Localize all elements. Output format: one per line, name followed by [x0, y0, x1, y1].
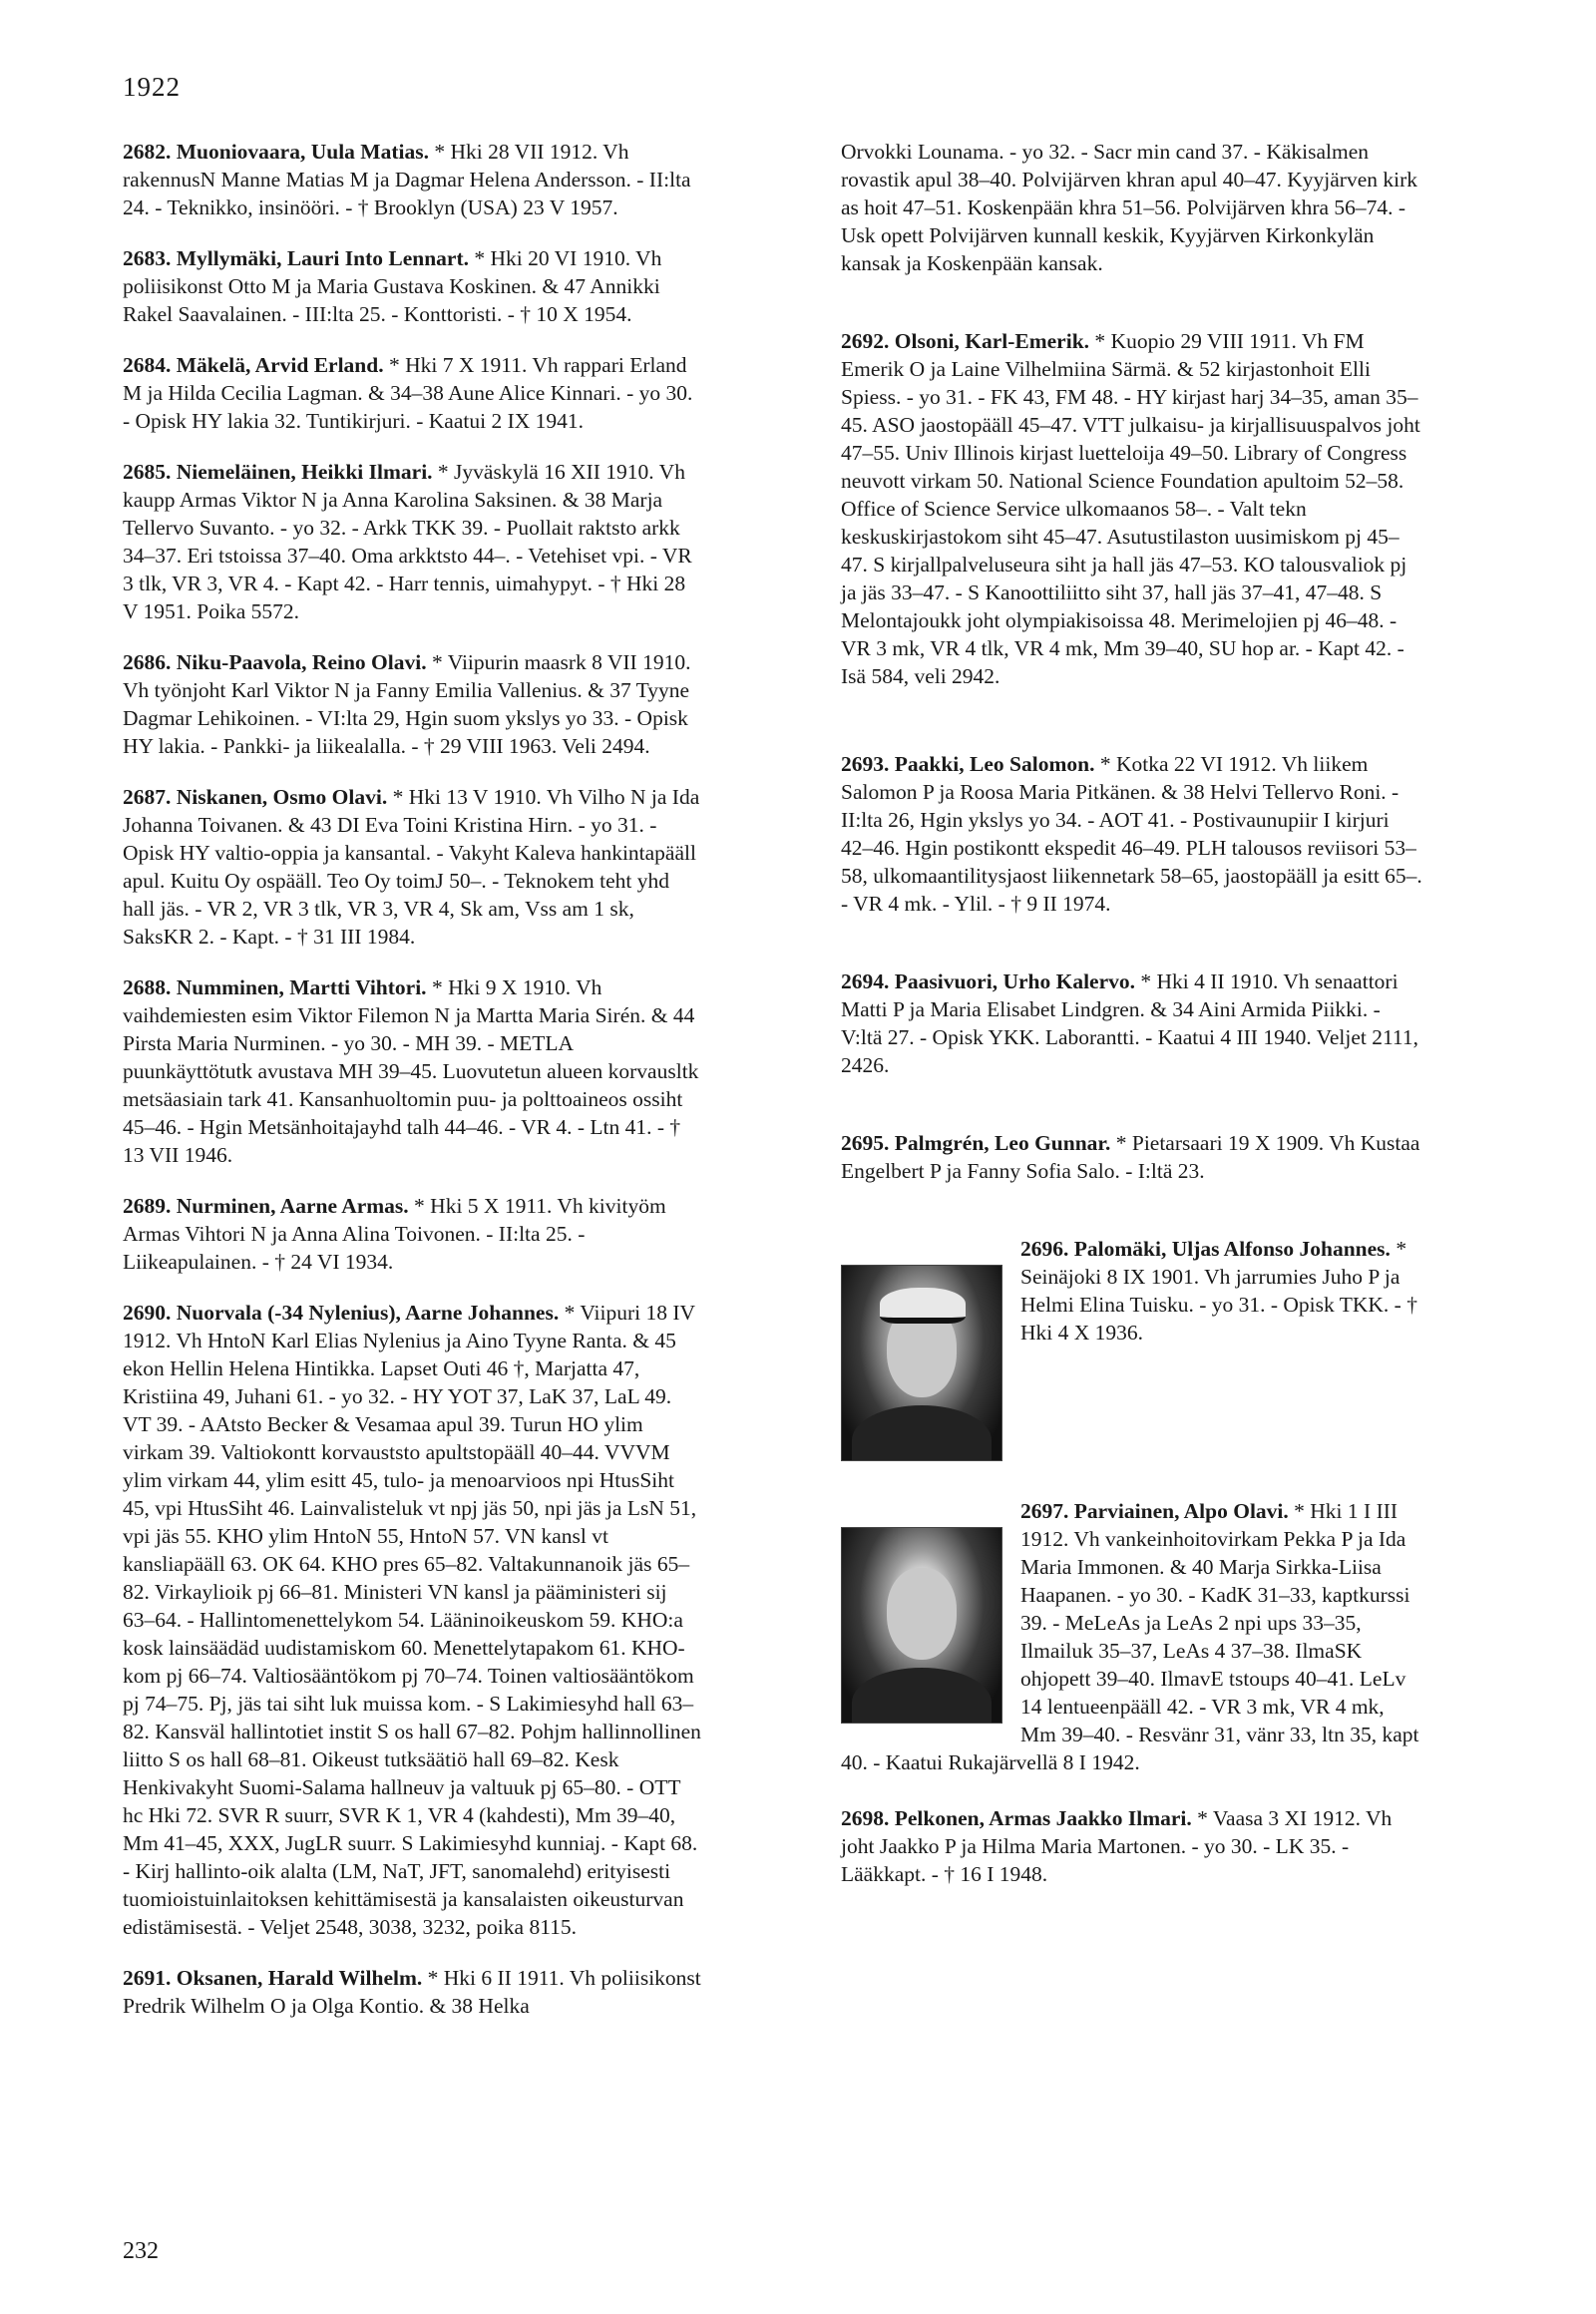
entry-number: 2685. [123, 460, 172, 484]
entry-number: 2690. [123, 1301, 172, 1325]
entry-text: * Hki 13 V 1910. Vh Vilho N ja Ida Johanna Toivanen. & 43 DI Eva Toini Kristina Hirn. - yo 31. - Opisk HY valtio-oppia ja kansantal. - Vakyht Kaleva hankintapääll apul. Kuitu Oy ospääll. Teo Oy toimJ 50–. - Teknokem teht yhd hall jäs. - VR 2, VR 3 tlk, VR 3, VR 4, Sk am, Vss am 1 sk, SaksKR 2. - Kapt. - † 31 III 1984. [123, 785, 700, 949]
entry-text: * Seinäjoki 8 IX 1901. Vh jarrumies Juho P ja Helmi Elina Tuisku. - yo 31. - Opisk TKK. - † Hki 4 X 1936. [1020, 1237, 1417, 1345]
entry-name: Myllymäki, Lauri Into Lennart. [176, 246, 470, 270]
entry-2688 [123, 973, 704, 1169]
portrait-photo [841, 1265, 1002, 1461]
entry-name: Nurminen, Aarne Armas. [176, 1194, 409, 1218]
entry-text: * Pietarsaari 19 X 1909. Vh Kustaa Engelbert P ja Fanny Sofia Salo. - I:ltä 23. [841, 1131, 1420, 1183]
entry-name: Paasivuori, Urho Kalervo. [894, 969, 1136, 993]
portrait-photo [841, 1527, 1002, 1724]
entry-2695 [841, 1129, 1422, 1185]
entry-name: Palmgrén, Leo Gunnar. [894, 1131, 1111, 1155]
entry-text: * Hki 1 I III 1912. Vh vankeinhoitovirkam Pekka P ja Ida Maria Immonen. & 40 Marja Sirkka-Liisa Haapanen. - yo 30. - KadK 31–33, kaptkurssi 39. - MeLeAs ja LeAs 2 npi ups 33–35, Ilmailuk 35–37, LeAs 4 37–38. IlmaSK ohjopett 39–40. IlmavE tstoups 40–41. LeLv 14 lentueenpääll 42. - VR 3 mk, VR 4 mk, Mm 39–40. - Resvänr 31, vänr 33, ltn 35, kapt 40. - Kaatui Rukajärvellä 8 I 1942. [841, 1499, 1419, 1774]
entry-name: Nuorvala (-34 Nylenius), Aarne Johannes. [176, 1301, 560, 1325]
entry-2686 [123, 648, 704, 760]
entry-name: Numminen, Martti Vihtori. [176, 975, 427, 999]
entry-2690 [123, 1299, 704, 1941]
entry-2694 [841, 967, 1422, 1079]
entry-text: * Hki 5 X 1911. Vh kivityöm Armas Vihtori N ja Anna Alina Toivonen. - II:lta 25. - Liikeapulainen. - † 24 VI 1934. [123, 1194, 666, 1274]
entry-name: Mäkelä, Arvid Erland. [176, 353, 384, 377]
entry-number: 2688. [123, 975, 172, 999]
entry-number: 2691. [123, 1966, 172, 1990]
entry-text: * Viipurin maasrk 8 VII 1910. Vh työnjoht Karl Viktor N ja Fanny Emilia Vallenius. & 37 Tyyne Dagmar Lehikoinen. - VI:lta 29, Hgin suom ykslys yo 33. - Opisk HY lakia. - Pankki- ja liikealalla. - † 29 VIII 1963. Veli 2494. [123, 650, 691, 758]
entry-text: * Kotka 22 VI 1912. Vh liikem Salomon P ja Roosa Maria Pitkänen. & 38 Helvi Tellervo Roni. - II:lta 26, Hgin ykslys yo 34. - AOT 41. - Postivaunupiir I kirjuri 42–46. Hgin postikontt ekspedit 46–49. PLH talousos reviisori 53–58, ulkomaantilitysjaost liikennetark 58–65, jaostopääll ja esitt 65–. - VR 4 mk. - Ylil. - † 9 II 1974. [841, 752, 1422, 916]
entry-number: 2694. [841, 969, 890, 993]
entry-number: 2684. [123, 353, 172, 377]
entry-2693 [841, 750, 1422, 918]
entry-number: 2689. [123, 1194, 172, 1218]
entry-2684 [123, 351, 704, 435]
entry-text: * Vaasa 3 XI 1912. Vh joht Jaakko P ja Hilma Maria Martonen. - yo 30. - LK 35. - Lääkkapt. - † 16 I 1948. [841, 1806, 1393, 1886]
entry-2683 [123, 244, 704, 328]
entry-text: * Kuopio 29 VIII 1911. Vh FM Emerik O ja Laine Vilhelmiina Särmä. & 52 kirjastonhoit Elli Spiess. - yo 31. - FK 43, FM 48. - HY kirjast harj 34–35, aman 35–45. ASO jaostopääll 45–47. VTT julkaisu- ja kirjallisuuspalvos joht 47–55. Univ Illinois kirjast luetteloija 49–50. Library of Congress neuvott virkam 50. National Science Foundation apultoim 52–58. Office of Science Service ulkomaanos 58–. - Valt tekn keskuskirjastokom siht 45–47. Asutustilaston uusimiskom pj 45–47. S kirjallpalveluseura siht ja hall jäs 47–53. KO talousvaliok pj ja jäs 33–47. - S Kanoottiliitto siht 37, hall jäs 37–41, 47–48. S Melontajoukk joht olympiakisoissa 48. Merimelojien pj 46–48. - VR 3 mk, VR 4 tlk, VR 4 mk, Mm 39–40, SU hop ar. - Kapt 42. - Isä 584, veli 2942. [841, 329, 1420, 688]
entry-2692 [841, 327, 1422, 690]
entry-2687 [123, 783, 704, 951]
entry-name: Oksanen, Harald Wilhelm. [176, 1966, 423, 1990]
page-number: 232 [123, 2238, 159, 2264]
entry-text: * Jyväskylä 16 XII 1910. Vh kaupp Armas Viktor N ja Anna Karolina Saksinen. & 38 Marja Tellervo Suvanto. - yo 32. - Arkk TKK 39. - Puollait raktsto arkk 34–37. Eri tstoissa 37–40. Oma arkktsto 44–. - Vetehiset vpi. - VR 3 tlk, VR 3, VR 4. - Kapt 42. - Harr tennis, uimahypyt. - † Hki 28 V 1951. Poika 5572. [123, 460, 692, 623]
page-year-header: 1922 [123, 72, 181, 102]
entry-name: Paakki, Leo Salomon. [894, 752, 1095, 776]
entry-number: 2697. [1020, 1499, 1069, 1523]
entry-text: * Hki 7 X 1911. Vh rappari Erland M ja Hilda Cecilia Lagman. & 34–38 Aune Alice Kinnari. - yo 30. - Opisk HY lakia 32. Tuntikirjuri. - Kaatui 2 IX 1941. [123, 353, 693, 433]
entry-2698 [841, 1804, 1422, 1888]
entry-2689 [123, 1192, 704, 1276]
entry-name: Pelkonen, Armas Jaakko Ilmari. [894, 1806, 1192, 1830]
entry-2682 [123, 138, 704, 221]
entry-name: Parviainen, Alpo Olavi. [1073, 1499, 1289, 1523]
entry-text: * Hki 6 II 1911. Vh poliisikonst Predrik Wilhelm O ja Olga Kontio. & 38 Helka [123, 1966, 701, 2018]
entry-name: Niemeläinen, Heikki Ilmari. [176, 460, 433, 484]
entry-number: 2686. [123, 650, 172, 674]
entry-number: 2696. [1020, 1237, 1069, 1261]
entry-2691-continued [841, 138, 1422, 277]
entry-2685 [123, 458, 704, 625]
entry-name: Palomäki, Uljas Alfonso Johannes. [1073, 1237, 1391, 1261]
entry-name: Niku-Paavola, Reino Olavi. [176, 650, 427, 674]
entry-number: 2687. [123, 785, 172, 809]
entry-text: Orvokki Lounama. - yo 32. - Sacr min cand 37. - Käkisalmen rovastik apul 38–40. Polvijärven khran apul 40–47. Kyyjärven kirk as hoit 47–51. Koskenpään khra 51–56. Polvijärven khra 56–74. - Usk opett Polvijärven kunnall keskik, Kyyjärven Kirkonkylän kansak ja Koskenpään kansak. [841, 140, 1418, 275]
entry-text: * Viipuri 18 IV 1912. Vh HntoN Karl Elias Nylenius ja Aino Tyyne Ranta. & 45 ekon Hellin Helena Hintikka. Lapset Outi 46 †, Marjatta 47, Kristiina 49, Juhani 61. - yo 32. - HY YOT 37, LaK 37, LaL 49. VT 39. - AAtsto Becker & Vesamaa apul 39. Turun HO ylim virkam 39. Valtiokontt korvauststo apultstopääll 40–44. VVVM ylim virkam 44, ylim esitt 45, tulo- ja menoarvioos npi HtusSiht 45, vpi HtusSiht 46. Lainvalisteluk vt npj jäs 50, npi jäs ja LsN 51, vpi jäs 55. KHO ylim HntoN 55, HntoN 57. VN kansl vt kansliapääll 63. OK 64. KHO pres 65–82. Valtakunnanoik jäs 65–82. Virkaylioik pj 66–81. Ministeri VN kansl ja pääministeri sij 63–64. - Hallintomenettelykom 54. Lääninoikeuskom 59. KHO:a kosk lainsäädäd uudistamiskom 60. Menettelytapakom 61. KHO-kom pj 66–74. Valtiosääntökom pj 70–74. Toinen valtiosääntökom pj 74–75. Pj, jäs tai siht luk muissa kom. - S Lakimiesyhd hall 63–82. Kansväl hallintotiet instit S os hall 67–82. Pohjm hallinnollinen liitto S os hall 68–81. Oikeust tutksäätiö hall 69–82. Kesk Henkivakyht Suomi-Salama hallneuv ja valtuuk pj 65–80. - OTT hc Hki 72. SVR R suurr, SVR K 1, VR 4 (kahdesti), Mm 39–40, Mm 41–45, XXX, JugLR suurr. S Lakimiesyhd kunniaj. - Kapt 68. - Kirj hallinto-oik alalta (LM, NaT, JFT, sanomalehd) erityisesti tuomioistuinlaitoksen kehittämisestä ja kansalaisten oikeusturvan edistämisestä. - Veljet 2548, 3038, 3232, poika 8115. [123, 1301, 701, 1939]
right-column [841, 138, 1422, 1888]
entry-name: Niskanen, Osmo Olavi. [176, 785, 388, 809]
entry-number: 2683. [123, 246, 172, 270]
entry-number: 2693. [841, 752, 890, 776]
entry-text: * Hki 20 VI 1910. Vh poliisikonst Otto M ja Maria Gustava Koskinen. & 47 Annikki Rakel Saavalainen. - III:lta 25. - Konttoristi. - † 10 X 1954. [123, 246, 662, 326]
entry-2696 [841, 1235, 1422, 1467]
entry-text: * Hki 28 VII 1912. Vh rakennusN Manne Matias M ja Dagmar Helena Andersson. - II:lta 24. - Teknikko, insinööri. - † Brooklyn (USA) 23 V 1957. [123, 140, 691, 219]
entry-number: 2698. [841, 1806, 890, 1830]
entry-number: 2695. [841, 1131, 890, 1155]
entry-name: Muoniovaara, Uula Matias. [176, 140, 429, 164]
entry-name: Olsoni, Karl-Emerik. [894, 329, 1090, 353]
left-column [123, 138, 704, 2020]
entry-text: * Hki 4 II 1910. Vh senaattori Matti P ja Maria Elisabet Lindgren. & 34 Aini Armida Piikki. - V:ltä 27. - Opisk YKK. Laborantti. - Kaatui 4 III 1940. Veljet 2111, 2426. [841, 969, 1418, 1077]
entry-number: 2682. [123, 140, 172, 164]
entry-2697 [841, 1497, 1422, 1776]
entry-2691 [123, 1964, 704, 2020]
entry-text: * Hki 9 X 1910. Vh vaihdemiesten esim Viktor Filemon N ja Martta Maria Sirén. & 44 Pirsta Maria Nurminen. - yo 30. - MH 39. - METLA puunkäyttötutk avustava MH 39–45. Luovutetun alueen korvausltk metsäasiain tark 41. Kansanhuoltomin puu- ja polttoaineos ossiht 45–46. - Hgin Metsänhoitajayhd talh 44–46. - VR 4. - Ltn 41. - † 13 VII 1946. [123, 975, 699, 1167]
entry-number: 2692. [841, 329, 890, 353]
